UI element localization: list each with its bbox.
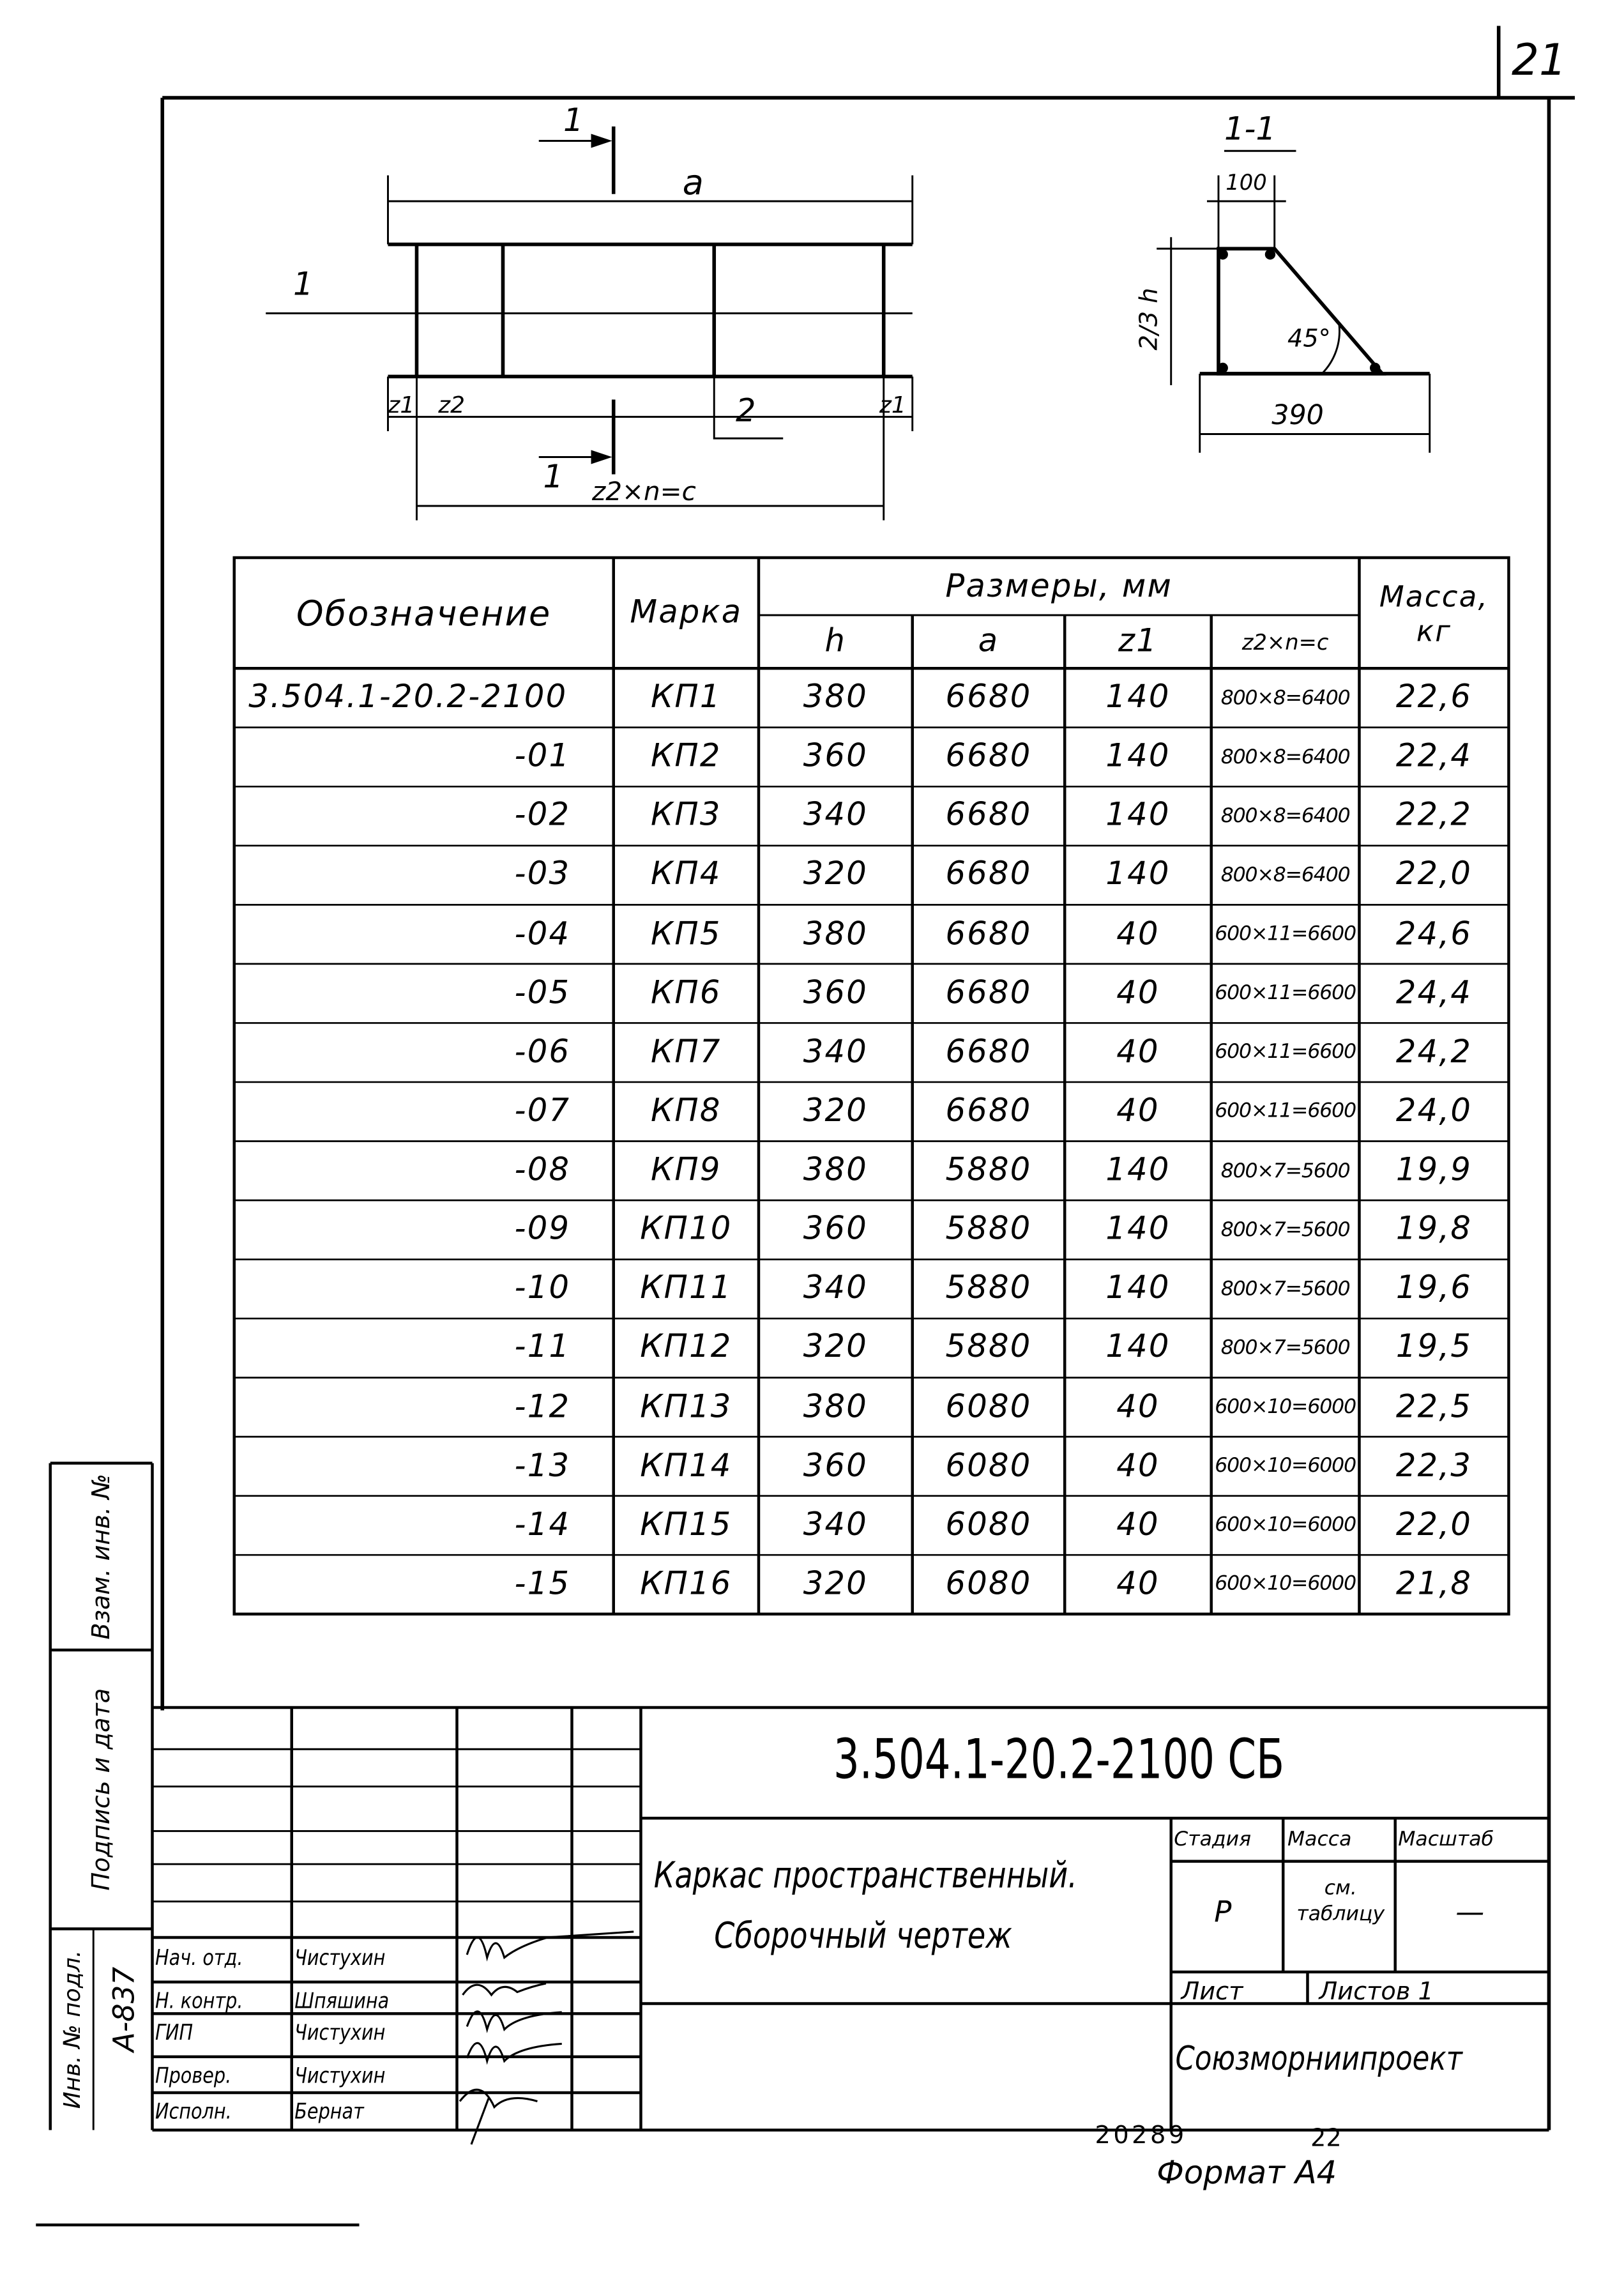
cell-designation: -10	[514, 1271, 571, 1307]
cell-h: 380	[803, 916, 868, 952]
cell-z2nc: 600×10=6000	[1215, 1395, 1356, 1419]
cell-h: 360	[803, 1448, 868, 1485]
stage-label: Стадия	[1174, 1828, 1252, 1851]
cell-z2nc: 800×7=5600	[1220, 1277, 1350, 1301]
header-mark: Марка	[630, 595, 743, 631]
signer-name: Шпяшина	[294, 1987, 390, 2014]
cell-z1: 40	[1116, 1389, 1160, 1426]
cell-z2nc: 800×8=6400	[1220, 864, 1350, 887]
cell-a: 6080	[945, 1448, 1032, 1485]
cell-z1: 140	[1105, 680, 1171, 716]
sheet-number: 21	[1512, 36, 1567, 86]
cell-mass: 19,5	[1395, 1330, 1473, 1366]
cell-h: 340	[803, 1507, 868, 1544]
scale-label: Масштаб	[1398, 1828, 1494, 1851]
cell-mass: 24,6	[1395, 916, 1473, 952]
cell-designation: -02	[514, 798, 571, 834]
cell-a: 5880	[945, 1212, 1032, 1248]
cell-a: 6080	[945, 1507, 1032, 1544]
footer-number-2: 22	[1310, 2124, 1342, 2153]
dim-height-label: 2/3 h	[1135, 287, 1164, 351]
cell-z1: 140	[1105, 1271, 1171, 1307]
signer-name: Чистухин	[294, 2019, 386, 2045]
header-z1: z1	[1118, 623, 1158, 660]
cell-mark: КП10	[640, 1212, 732, 1248]
cell-h: 380	[803, 1389, 868, 1426]
cell-a: 5880	[945, 1330, 1032, 1366]
cell-designation: -03	[514, 857, 571, 894]
cell-mass: 24,0	[1395, 1094, 1473, 1130]
cell-mark: КП7	[651, 1034, 722, 1071]
sheet-label: Лист	[1181, 1978, 1243, 2006]
inv-original-label: Инв. № подл.	[58, 1950, 86, 2109]
cell-designation: -11	[514, 1330, 571, 1366]
cell-z2nc: 800×8=6400	[1220, 745, 1350, 769]
cell-z1: 140	[1105, 1330, 1171, 1366]
z1-label-right: z1	[879, 391, 906, 418]
cell-designation: -13	[514, 1448, 571, 1485]
cell-z2nc: 600×10=6000	[1215, 1455, 1356, 1478]
cell-mass: 22,0	[1395, 1507, 1473, 1544]
cell-mark: КП16	[640, 1566, 732, 1603]
cell-z2nc: 800×8=6400	[1220, 686, 1350, 710]
section-title: 1-1	[1224, 112, 1276, 148]
cell-mark: КП3	[651, 798, 722, 834]
cell-mass: 22,5	[1395, 1389, 1473, 1426]
cell-mass: 24,4	[1395, 975, 1473, 1012]
mark-2-label: 2	[736, 393, 756, 430]
cell-mark: КП8	[651, 1094, 722, 1130]
cell-z1: 40	[1116, 1507, 1160, 1544]
cell-z2nc: 600×11=6600	[1215, 1100, 1356, 1124]
cell-h: 360	[803, 738, 868, 775]
cell-z1: 40	[1116, 1094, 1160, 1130]
signer-name: Бернат	[294, 2098, 364, 2125]
dim-base-label: 390	[1271, 399, 1324, 431]
cell-a: 6680	[945, 1034, 1032, 1071]
dim-c-label: z2×n=c	[592, 477, 696, 508]
cell-z2nc: 600×11=6600	[1215, 1041, 1356, 1064]
header-h: h	[824, 623, 847, 660]
dim-a-label: a	[682, 162, 704, 203]
header-dimensions: Размеры, мм	[945, 568, 1173, 605]
title-line-2: Сборочный чертеж	[714, 1914, 1012, 1957]
signer-role: Провер.	[155, 2062, 232, 2089]
cell-h: 320	[803, 1094, 868, 1130]
cell-z2nc: 600×11=6600	[1215, 922, 1356, 946]
cell-z2nc: 800×8=6400	[1220, 804, 1350, 828]
cell-designation: -05	[514, 975, 571, 1012]
signatures	[460, 1932, 634, 2144]
cell-mark: КП5	[651, 916, 722, 952]
cell-z2nc: 800×7=5600	[1220, 1159, 1350, 1182]
signer-role: Н. контр.	[155, 1987, 243, 2014]
cell-designation: -15	[514, 1566, 571, 1603]
section-mark-bottom: 1	[543, 460, 563, 496]
cell-a: 6680	[945, 798, 1032, 834]
cell-mark: КП14	[640, 1448, 732, 1485]
cell-a: 5880	[945, 1152, 1032, 1189]
mass-label: Масса	[1287, 1828, 1352, 1851]
mass-value: см. таблицу	[1296, 1877, 1385, 1927]
z1-label-left: z1	[388, 391, 415, 418]
cell-a: 6680	[945, 916, 1032, 952]
cell-a: 6680	[945, 1094, 1032, 1130]
signer-role: Исполн.	[155, 2098, 232, 2125]
cell-designation: -04	[514, 916, 571, 952]
cell-a: 6080	[945, 1389, 1032, 1426]
organization: Союзморниипроект	[1175, 2041, 1462, 2079]
cell-h: 380	[803, 1152, 868, 1189]
doc-code: 3.504.1-20.2-2100 СБ	[833, 1727, 1285, 1791]
title-line-1: Каркас пространственный.	[653, 1854, 1077, 1896]
cell-mark: КП13	[640, 1389, 732, 1426]
cell-h: 320	[803, 1566, 868, 1603]
header-mass: Масса, кг	[1379, 578, 1489, 648]
cell-h: 320	[803, 857, 868, 894]
cell-mass: 21,8	[1395, 1566, 1473, 1603]
cell-mark: КП1	[651, 680, 722, 716]
cell-a: 6680	[945, 975, 1032, 1012]
cell-z1: 140	[1105, 798, 1171, 834]
cell-z1: 140	[1105, 1212, 1171, 1248]
signature-date-label: Подпись и дата	[87, 1688, 117, 1891]
cell-h: 340	[803, 1271, 868, 1307]
stage-value: Р	[1214, 1894, 1232, 1929]
cell-mass: 19,8	[1395, 1212, 1473, 1248]
cell-z2nc: 600×10=6000	[1215, 1573, 1356, 1596]
cell-h: 340	[803, 1034, 868, 1071]
cell-z1: 40	[1116, 1034, 1160, 1071]
cell-designation: 3.504.1-20.2-2100	[248, 680, 568, 716]
replaces-inv-label: Взам. инв. №	[87, 1473, 117, 1640]
cell-z1: 140	[1105, 738, 1171, 775]
cell-z1: 140	[1105, 857, 1171, 894]
cell-mark: КП15	[640, 1507, 732, 1544]
cell-mass: 19,9	[1395, 1152, 1473, 1189]
scale-value: —	[1455, 1894, 1485, 1929]
cell-mass: 22,0	[1395, 857, 1473, 894]
sheets-label: Листов 1	[1319, 1978, 1434, 2006]
cell-z1: 40	[1116, 916, 1160, 952]
cell-z2nc: 600×10=6000	[1215, 1513, 1356, 1537]
cell-designation: -14	[514, 1507, 571, 1544]
cell-designation: -07	[514, 1094, 571, 1130]
cell-mark: КП11	[640, 1271, 732, 1307]
angle-label: 45°	[1287, 325, 1331, 354]
cell-h: 380	[803, 680, 868, 716]
z2-label: z2	[438, 391, 466, 418]
cell-mass: 22,6	[1395, 680, 1473, 716]
plan-view	[266, 126, 912, 520]
cell-a: 6680	[945, 680, 1032, 716]
cell-mass: 24,2	[1395, 1034, 1473, 1071]
cell-a: 6680	[945, 738, 1032, 775]
signer-name: Чистухин	[294, 1944, 386, 1971]
cell-z1: 40	[1116, 1566, 1160, 1603]
cell-mass: 22,2	[1395, 798, 1473, 834]
cell-designation: -06	[514, 1034, 571, 1071]
cell-z1: 40	[1116, 975, 1160, 1012]
cell-z2nc: 800×7=5600	[1220, 1218, 1350, 1242]
cell-mark: КП9	[651, 1152, 722, 1189]
cell-h: 320	[803, 1330, 868, 1366]
footer-number-1: 20289	[1095, 2121, 1187, 2150]
specification-table	[234, 558, 1509, 1614]
cell-h: 340	[803, 798, 868, 834]
header-a: a	[978, 623, 999, 660]
cell-designation: -08	[514, 1152, 571, 1189]
cell-a: 6080	[945, 1566, 1032, 1603]
section-mark-top: 1	[563, 103, 584, 140]
section-mark-left: 1	[293, 267, 314, 303]
cell-a: 5880	[945, 1271, 1032, 1307]
cell-z2nc: 800×7=5600	[1220, 1336, 1350, 1360]
signer-role: Нач. отд.	[155, 1944, 243, 1971]
header-designation: Обозначение	[296, 593, 552, 634]
cell-h: 360	[803, 975, 868, 1012]
cell-mark: КП4	[651, 857, 722, 894]
signer-name: Чистухин	[294, 2062, 386, 2089]
header-z2nc: z2×n=c	[1241, 629, 1329, 655]
cell-designation: -09	[514, 1212, 571, 1248]
cell-z1: 140	[1105, 1152, 1171, 1189]
cell-mark: КП2	[651, 738, 722, 775]
cell-h: 360	[803, 1212, 868, 1248]
cell-designation: -01	[514, 738, 571, 775]
format-label: Формат А4	[1157, 2156, 1337, 2192]
signer-role: ГИП	[155, 2019, 194, 2045]
cell-mass: 22,4	[1395, 738, 1473, 775]
cell-mass: 19,6	[1395, 1271, 1473, 1307]
inv-value: А-837	[106, 1967, 141, 2052]
cell-z2nc: 600×11=6600	[1215, 982, 1356, 1005]
cell-designation: -12	[514, 1389, 571, 1426]
cell-mark: КП6	[651, 975, 722, 1012]
cell-mass: 22,3	[1395, 1448, 1473, 1485]
cell-z1: 40	[1116, 1448, 1160, 1485]
cell-a: 6680	[945, 857, 1032, 894]
cell-mark: КП12	[640, 1330, 732, 1366]
dim-top-label: 100	[1226, 169, 1267, 195]
